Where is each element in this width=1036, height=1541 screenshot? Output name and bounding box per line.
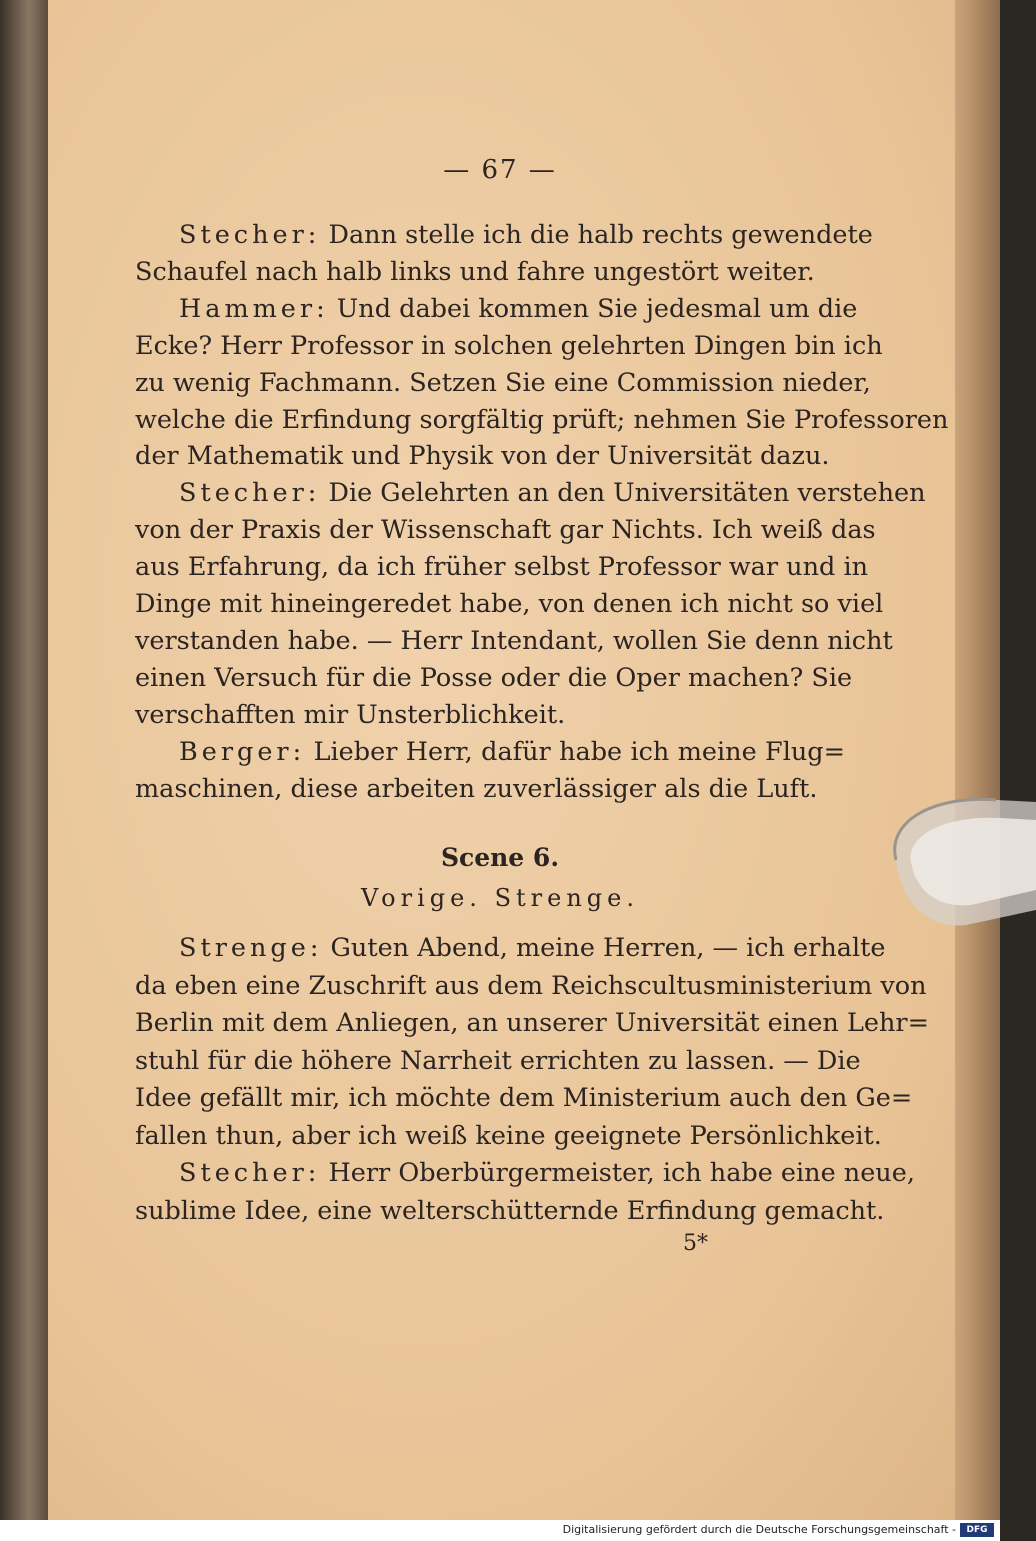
speaker-name: Stecher: [179,1158,321,1188]
page-clip-icon [876,790,1036,930]
line-text: Berlin mit dem Anliegen, an unserer Universität einen Lehr= [135,1008,929,1038]
line-text: verschafften mir Unsterblichkeit. [135,699,566,730]
text-line [135,930,886,966]
dialogue-block-1 [135,217,949,817]
text-line [135,475,926,511]
text-line [135,549,869,585]
speaker-name: Hammer: [179,293,329,324]
text-line [135,1193,885,1229]
line-text: Und dabei kommen Sie jedesmal um die [336,293,858,324]
text-line [135,328,883,364]
line-text: Herr Oberbürgermeister, ich habe eine neue, [328,1158,915,1188]
line-text: Guten Abend, meine Herren, — ich erhalte [330,933,886,963]
dfg-logo: DFG [960,1523,994,1537]
line-text: aus Erfahrung, da ich früher selbst Professor war und in [135,552,869,583]
line-text: fallen thun, aber ich weiß keine geeignete Persönlichkeit. [135,1120,882,1151]
line-text: von der Praxis der Wissenschaft gar Nichts. Ich weiß das [135,515,876,546]
line-text: Idee gefällt mir, ich möchte dem Ministerium auch den Ge= [135,1083,913,1113]
text-line [135,623,893,659]
speaker-name: Strenge: [179,933,323,963]
line-text: welche die Erfindung sorgfältig prüft; nehmen Sie Professoren [135,404,949,435]
signature-mark: 5* [683,1231,708,1256]
line-text: der Mathematik und Physik von der Universität dazu. [135,441,830,472]
dialogue-block-2 [135,930,929,1230]
text-line [135,697,845,733]
book-left-edge [0,0,48,1541]
speaker-name: Stecher: [179,220,321,250]
book-right-edge [955,0,1000,1520]
text-line [135,1155,915,1191]
page-number: — 67 — [443,155,557,185]
text-line [135,254,845,290]
text-line [135,217,873,253]
line-text: stuhl für die höhere Narrheit errichten zu lassen. — Die [135,1045,861,1076]
footer-credit: Digitalisierung gefördert durch die Deutsche Forschungsgemeinschaft - [562,1523,956,1536]
text-line [135,402,949,438]
line-text: Schaufel nach halb links und fahre ungestört weiter. [135,256,815,287]
line-text: maschinen, diese arbeiten zuverlässiger als die Luft. [135,773,818,804]
line-text: verstanden habe. — Herr Intendant, wollen Sie denn nicht [135,625,893,656]
text-line [135,1005,929,1041]
text-line [135,512,876,548]
speaker-name: Berger: [179,736,306,767]
text-line [135,968,927,1004]
line-text: Dinge mit hineingeredet habe, von denen ich nicht so viel [135,589,884,619]
line-text: Dann stelle ich die halb rechts gewendete [328,220,873,250]
text-line [135,586,884,622]
text-line [135,1043,861,1079]
scene-characters: Vorige. Strenge. [361,884,639,912]
line-text: da eben eine Zuschrift aus dem Reichscultusministerium von [135,970,927,1001]
line-text: einen Versuch für die Posse oder die Oper machen? Sie [135,662,853,693]
text-line [135,660,853,696]
line-text: sublime Idee, eine welterschütternde Erfindung gemacht. [135,1195,885,1226]
speaker-name: Stecher: [179,478,321,509]
line-text: Lieber Herr, dafür habe ich meine Flug= [313,736,845,767]
line-text: Ecke? Herr Professor in solchen gelehrten Dingen bin ich [135,330,883,361]
text-line [135,1080,913,1116]
text-line [135,438,845,474]
text-line [135,365,871,401]
line-text: zu wenig Fachmann. Setzen Sie eine Commission nieder, [135,367,871,398]
line-text: Die Gelehrten an den Universitäten verstehen [328,478,926,509]
text-line [135,734,845,770]
text-line [135,1118,882,1154]
scene-title: Scene 6. [440,843,560,872]
text-line [135,291,858,327]
footer-bar [0,1520,1000,1541]
text-line [135,771,845,807]
